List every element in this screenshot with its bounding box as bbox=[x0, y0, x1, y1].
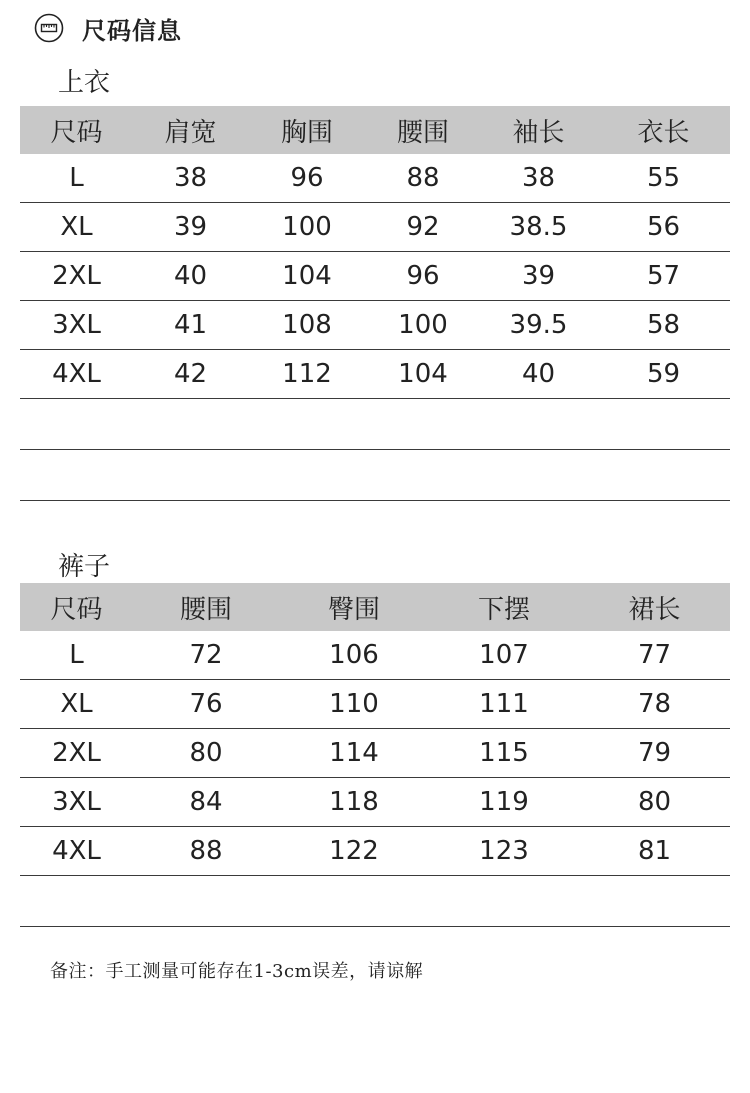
table-cell: 38 bbox=[133, 154, 248, 203]
top-size-table bbox=[20, 106, 730, 501]
table-cell: 3XL bbox=[20, 301, 133, 350]
table-cell: 92 bbox=[366, 203, 480, 252]
table-row bbox=[20, 729, 730, 778]
table-cell: 110 bbox=[279, 680, 429, 729]
table-cell: 122 bbox=[279, 827, 429, 876]
column-header: 臀围 bbox=[279, 583, 429, 631]
table-row bbox=[20, 680, 730, 729]
table-cell: 115 bbox=[429, 729, 579, 778]
table-cell: L bbox=[20, 631, 133, 680]
table-header-row bbox=[20, 583, 730, 631]
table-cell: 118 bbox=[279, 778, 429, 827]
table-cell: XL bbox=[20, 680, 133, 729]
table-cell: L bbox=[20, 154, 133, 203]
blank-table-row bbox=[20, 399, 730, 450]
table-cell: 58 bbox=[597, 301, 730, 350]
table-cell: 119 bbox=[429, 778, 579, 827]
table-cell: 42 bbox=[133, 350, 248, 399]
table-row bbox=[20, 252, 730, 301]
size-info-header bbox=[34, 11, 182, 45]
column-header: 裙长 bbox=[579, 583, 730, 631]
table-cell: 96 bbox=[366, 252, 480, 301]
table-cell: 3XL bbox=[20, 778, 133, 827]
table-cell: 79 bbox=[579, 729, 730, 778]
table-cell: 72 bbox=[133, 631, 279, 680]
blank-cell bbox=[20, 399, 730, 450]
bottom-section-title: 裤子 bbox=[58, 552, 111, 582]
table-cell: 4XL bbox=[20, 827, 133, 876]
table-cell: 55 bbox=[597, 154, 730, 203]
table-row bbox=[20, 350, 730, 399]
table-row bbox=[20, 154, 730, 203]
table-cell: 76 bbox=[133, 680, 279, 729]
table-cell: 78 bbox=[579, 680, 730, 729]
table-cell: 84 bbox=[133, 778, 279, 827]
table-cell: 104 bbox=[248, 252, 366, 301]
table-row bbox=[20, 827, 730, 876]
blank-cell bbox=[20, 450, 730, 501]
column-header: 下摆 bbox=[429, 583, 579, 631]
table-cell: 39 bbox=[133, 203, 248, 252]
column-header: 腰围 bbox=[133, 583, 279, 631]
measurement-note: 备注：手工测量可能存在1-3cm误差，请谅解 bbox=[50, 961, 424, 982]
table-cell: 41 bbox=[133, 301, 248, 350]
column-header: 尺码 bbox=[20, 583, 133, 631]
table-cell: 77 bbox=[579, 631, 730, 680]
table-cell: 107 bbox=[429, 631, 579, 680]
table-cell: 96 bbox=[248, 154, 366, 203]
table-cell: 111 bbox=[429, 680, 579, 729]
table-cell: 2XL bbox=[20, 729, 133, 778]
blank-table-row bbox=[20, 450, 730, 501]
table-cell: 2XL bbox=[20, 252, 133, 301]
table-cell: 108 bbox=[248, 301, 366, 350]
table-cell: 4XL bbox=[20, 350, 133, 399]
table-row bbox=[20, 203, 730, 252]
blank-cell bbox=[20, 876, 730, 927]
table-cell: 100 bbox=[248, 203, 366, 252]
column-header: 衣长 bbox=[597, 106, 730, 154]
table-row bbox=[20, 631, 730, 680]
column-header: 胸围 bbox=[248, 106, 366, 154]
page-title: 尺码信息 bbox=[82, 16, 182, 45]
bottom-size-table bbox=[20, 583, 730, 927]
table-row bbox=[20, 778, 730, 827]
column-header: 尺码 bbox=[20, 106, 133, 154]
ruler-icon bbox=[34, 13, 64, 43]
table-cell: 80 bbox=[579, 778, 730, 827]
table-cell: 38 bbox=[480, 154, 597, 203]
top-section-title: 上衣 bbox=[58, 68, 111, 98]
table-cell: 81 bbox=[579, 827, 730, 876]
table-cell: 104 bbox=[366, 350, 480, 399]
table-cell: 114 bbox=[279, 729, 429, 778]
table-cell: 39 bbox=[480, 252, 597, 301]
table-cell: 59 bbox=[597, 350, 730, 399]
table-cell: 112 bbox=[248, 350, 366, 399]
table-cell: 56 bbox=[597, 203, 730, 252]
table-cell: 57 bbox=[597, 252, 730, 301]
table-cell: 88 bbox=[133, 827, 279, 876]
table-cell: 38.5 bbox=[480, 203, 597, 252]
table-cell: 100 bbox=[366, 301, 480, 350]
table-header-row bbox=[20, 106, 730, 154]
column-header: 袖长 bbox=[480, 106, 597, 154]
table-cell: 39.5 bbox=[480, 301, 597, 350]
table-cell: 80 bbox=[133, 729, 279, 778]
blank-table-row bbox=[20, 876, 730, 927]
column-header: 腰围 bbox=[366, 106, 480, 154]
table-cell: 106 bbox=[279, 631, 429, 680]
table-cell: 123 bbox=[429, 827, 579, 876]
table-cell: 40 bbox=[133, 252, 248, 301]
table-cell: 88 bbox=[366, 154, 480, 203]
column-header: 肩宽 bbox=[133, 106, 248, 154]
table-cell: XL bbox=[20, 203, 133, 252]
table-cell: 40 bbox=[480, 350, 597, 399]
table-row bbox=[20, 301, 730, 350]
